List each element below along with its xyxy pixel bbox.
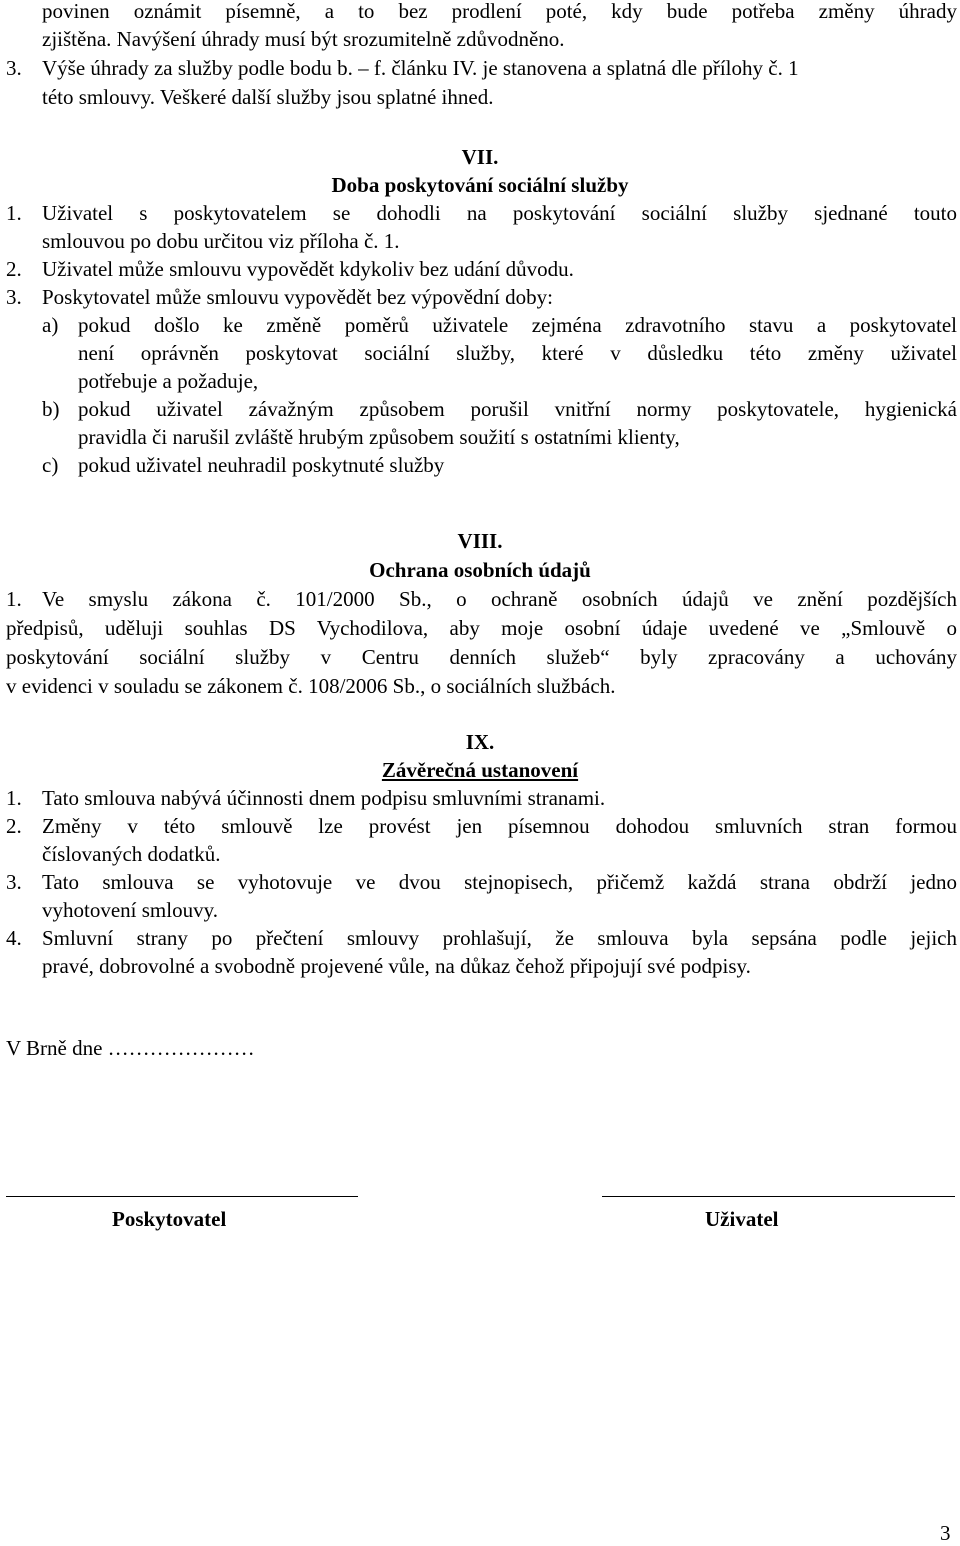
body-text-line: pravé, dobrovolné a svobodně projevené vůle, na důkaz čehož připojují své podpisy.	[42, 954, 751, 978]
body-text-line: Tato smlouva se vyhotovuje ve dvou stejnopisech, přičemž každá strana obdrží jedno	[42, 870, 957, 894]
body-text-line: Smluvní strany po přečtení smlouvy prohlašují, že smlouva byla sepsána podle jejich	[42, 926, 957, 950]
body-text-line: smlouvou po dobu určitou viz příloha č. 1.	[42, 229, 400, 253]
signature-line-right	[602, 1196, 955, 1197]
item-number: 3.	[6, 285, 22, 309]
signature-line-left	[6, 1196, 358, 1197]
body-text-line: povinen oznámit písemně, a to bez prodlení poté, kdy bude potřeba změny úhrady	[42, 0, 957, 23]
page-number: 3	[940, 1521, 951, 1545]
section-title: Doba poskytování sociální služby	[331, 173, 629, 197]
body-text-line: potřebuje a požaduje,	[78, 369, 259, 393]
body-text-line: Uživatel s poskytovatelem se dohodli na poskytování sociální služby sjednané touto	[42, 201, 957, 225]
body-text-line: pokud došlo ke změně poměrů uživatele zejména zdravotního stavu a poskytovatel	[78, 313, 957, 337]
body-text-line: Výše úhrady za služby podle bodu b. – f. článku IV. je stanovena a splatná dle přílohy č. 1	[42, 56, 799, 80]
item-number: 2.	[6, 257, 22, 281]
body-text-line: Změny v této smlouvě lze provést jen písemnou dohodou smluvních stran formou	[42, 814, 957, 838]
body-text-line: Poskytovatel může smlouvu vypovědět bez výpovědní doby:	[42, 285, 553, 309]
item-number: 4.	[6, 926, 22, 950]
body-text-line: poskytování sociální služby v Centru denních služeb“ byly zpracovány a uchovány	[6, 645, 957, 669]
item-number: 1.	[6, 201, 22, 225]
section-title: Ochrana osobních údajů	[369, 558, 591, 582]
item-letter: c)	[42, 453, 59, 477]
item-number: 3.	[6, 56, 22, 80]
body-text-line: Tato smlouva nabývá účinnosti dnem podpisu smluvními stranami.	[42, 786, 606, 810]
body-text-line: v evidenci v souladu se zákonem č. 108/2006 Sb., o sociálních službách.	[6, 674, 616, 698]
section-number: IX.	[465, 730, 495, 754]
body-text-line: není oprávněn poskytovat sociální služby, které v důsledku této změny uživatel	[78, 341, 957, 365]
body-text-line: Ve smyslu zákona č. 101/2000 Sb., o ochraně osobních údajů ve znění pozdějších	[42, 587, 957, 611]
item-letter: b)	[42, 397, 60, 421]
body-text-line: pravidla či narušil zvláště hrubým způsobem soužití s ostatními klienty,	[78, 425, 680, 449]
body-text-line: této smlouvy. Veškeré další služby jsou splatné ihned.	[42, 85, 494, 109]
signature-label-user: Uživatel	[705, 1207, 779, 1231]
body-text-line: vyhotovení smlouvy.	[42, 898, 218, 922]
body-text-line: pokud uživatel závažným způsobem porušil vnitřní normy poskytovatele, hygienická	[78, 397, 957, 421]
item-number: 1.	[6, 786, 22, 810]
body-text-line: zjištěna. Navýšení úhrady musí být srozumitelně zdůvodněno.	[42, 27, 565, 51]
body-text-line: Uživatel může smlouvu vypovědět kdykoliv bez udání důvodu.	[42, 257, 574, 281]
item-number: 1.	[6, 587, 22, 611]
section-title: Závěrečná ustanovení	[381, 758, 579, 782]
section-number: VII.	[461, 145, 499, 169]
item-letter: a)	[42, 313, 59, 337]
body-text-line: číslovaných dodatků.	[42, 842, 221, 866]
section-number: VIII.	[457, 529, 503, 553]
signature-label-provider: Poskytovatel	[112, 1207, 227, 1231]
body-text-line: předpisů, uděluji souhlas DS Vychodilova, aby moje osobní údaje uvedené ve „Smlouvě o	[6, 616, 957, 640]
body-text-line: pokud uživatel neuhradil poskytnuté služby	[78, 453, 445, 477]
item-number: 2.	[6, 814, 22, 838]
item-number: 3.	[6, 870, 22, 894]
place-date-line: V Brně dne …………………	[6, 1036, 255, 1060]
